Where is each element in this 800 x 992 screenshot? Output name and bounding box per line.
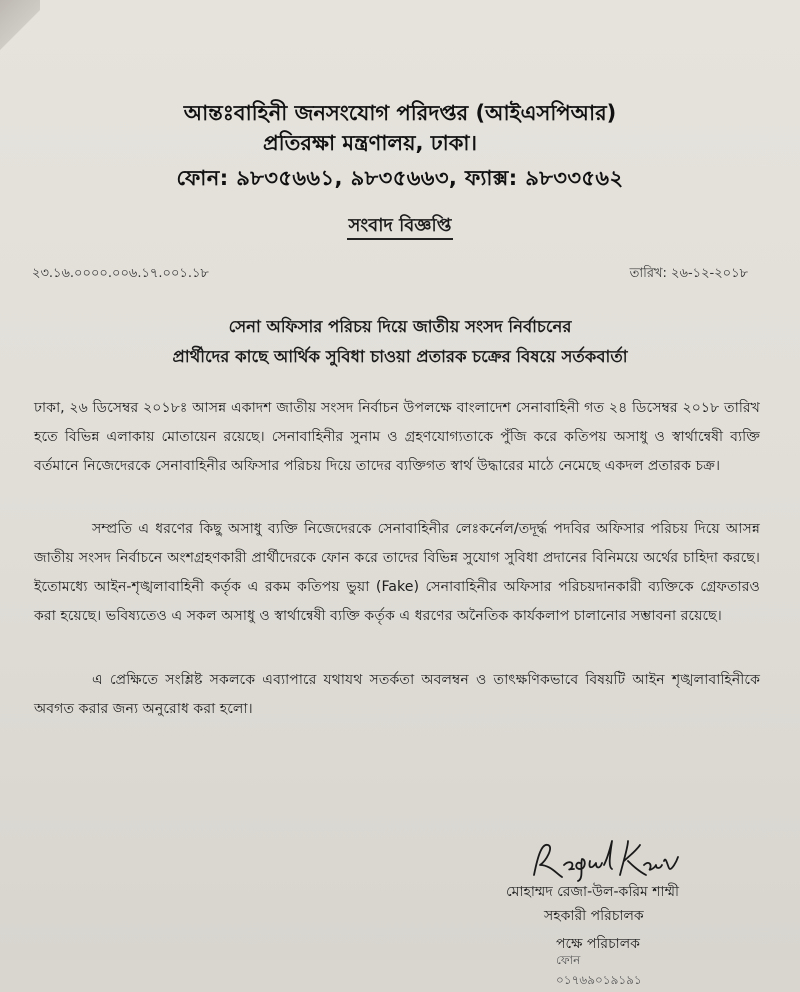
organization-name: আন্তঃবাহিনী জনসংযোগ পরিদপ্তর (আইএসপিআর) bbox=[183, 101, 617, 125]
signatory-on-behalf: পক্ষে পরিচালক bbox=[556, 936, 640, 952]
ministry-line: প্রতিরক্ষা মন্ত্রণালয়, ঢাকা। bbox=[262, 131, 477, 155]
contact-line: ফোন: ৯৮৩৫৬৬১, ৯৮৩৫৬৬৩, ফ্যাক্স: ৯৮৩৩৫৬২ bbox=[176, 166, 624, 190]
signatory-designation: সহকারী পরিচালক bbox=[544, 908, 644, 924]
body-paragraph-3: এ প্রেক্ষিতে সংশ্লিষ্ট সকলকে এব্যাপারে যথাযথ সতর্কতা অবলম্বন ও তাৎক্ষণিকভাবে বিষয়টি আইন শৃঙ্খলাবাহিনীকে অবগত করার জন্য অনুরোধ করা হলো। bbox=[34, 672, 760, 717]
cut-off-phone-line: ফোন ০১৭৬৯০১৯১৯১ bbox=[556, 953, 642, 987]
subject-line-1: সেনা অফিসার পরিচয় দিয়ে জাতীয় সংসদ নির্বাচনের bbox=[228, 317, 572, 336]
paper-fold-shadow bbox=[0, 0, 40, 70]
body-paragraph-2: সম্প্রতি এ ধরণের কিছু অসাধু ব্যক্তি নিজেদেরকে সেনাবাহিনীর লেঃকর্নেল/তদূর্দ্ধ পদবির অফিসার পরিচয় দিয়ে আসন্ন জাতীয় সংসদ নির্বাচনে অংশগ্রহণকারী প্রার্থীদেরকে ফোন করে তাদের বিভিন্ন সুযোগ সুবিধা প্রদানের বিনিময়ে অর্থের চাহিদা করছে। ইতোমধ্যে আইন-শৃঙ্খলাবাহিনী কর্তৃক এ রকম কতিপয় ভুয়া (Fake) সেনাবাহিনীর অফিসার পরিচয়দানকারী ব্যক্তিকে গ্রেফতারও করা হয়েছে। ভবিষ্যতেও এ সকল অসাধু ও স্বার্থান্বেষী ব্যক্তি কর্তৃক এ ধরণের অনৈতিক কার্যকলাপ চালানোর সম্ভাবনা রয়েছে। bbox=[34, 521, 760, 624]
reference-number: ২৩.১৬.০০০০.০০৬.১৭.০০১.১৮ bbox=[32, 266, 209, 281]
document-title-text: সংবাদ বিজ্ঞপ্তি bbox=[347, 215, 454, 240]
handwritten-signature bbox=[528, 835, 688, 885]
subject-line-2: প্রার্থীদের কাছে আর্থিক সুবিধা চাওয়া প্রতারক চক্রের বিষয়ে সর্তকবার্তা bbox=[172, 347, 628, 366]
document-title bbox=[0, 211, 800, 242]
signatory-name: মোহাম্মদ রেজা-উল-করিম শাম্মী bbox=[506, 884, 680, 900]
body-paragraph-1: ঢাকা, ২৬ ডিসেম্বর ২০১৮ঃ আসন্ন একাদশ জাতীয় সংসদ নির্বাচন উপলক্ষে বাংলাদেশ সেনাবাহিনী গত ২৪ ডিসেম্বর ২০১৮ তারিখ হতে বিভিন্ন এলাকায় মোতায়েন রয়েছে। সেনাবাহিনীর সুনাম ও গ্রহণযোগ্যতাকে পুঁজি করে কতিপয় অসাধু ও স্বার্থান্বেষী ব্যক্তি বর্তমানে নিজেদেরকে সেনাবাহিনীর অফিসার পরিচয় দিয়ে তাদের ব্যক্তিগত স্বার্থ উদ্ধারের মাঠে নেমেছে একদল প্রতারক চক্র। bbox=[34, 400, 760, 474]
release-date: তারিখ: ২৬-১২-২০১৮ bbox=[629, 266, 748, 281]
